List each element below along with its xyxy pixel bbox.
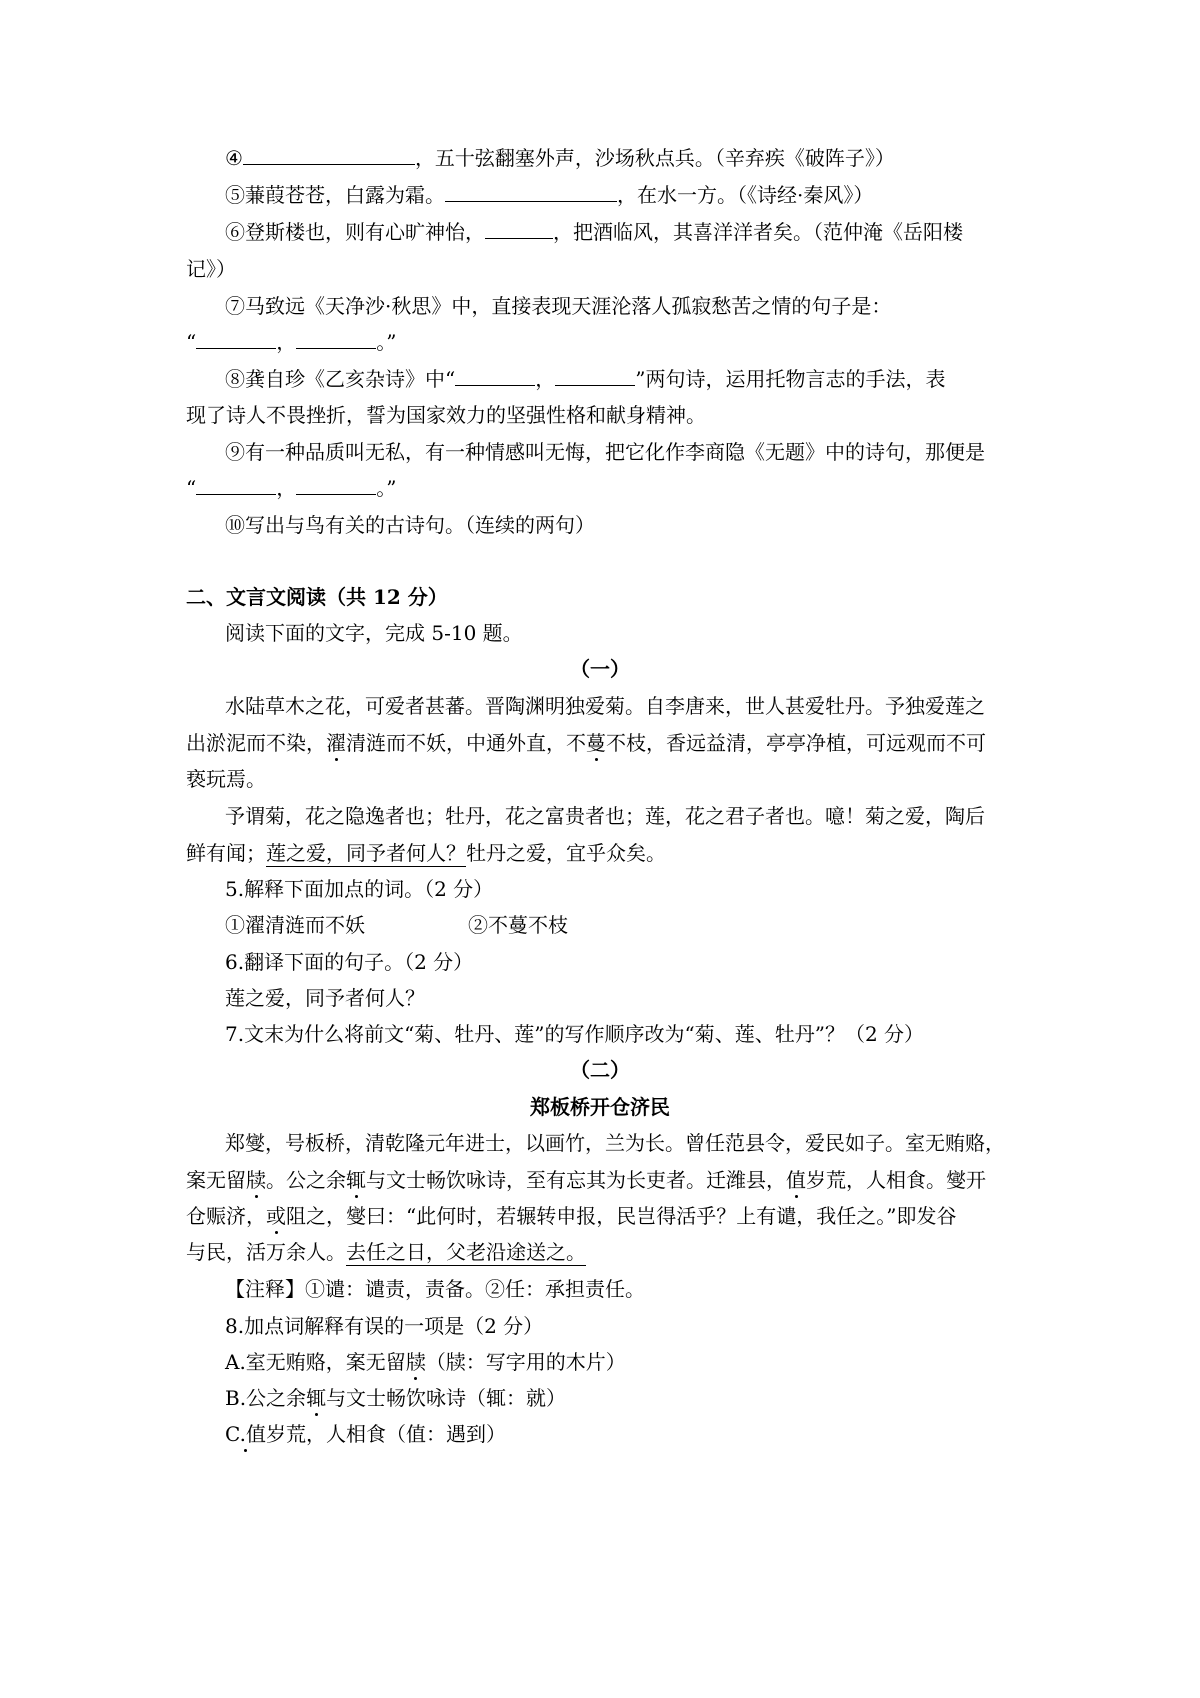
question-10-poem: ⑩写出与鸟有关的古诗句。（连续的两句） (225, 513, 595, 537)
emphasis-word: 蔓 (586, 731, 606, 755)
question-7: 7.文末为什么将前文“菊、牡丹、莲”的写作顺序改为“菊、莲、牡丹”？（2 分） (225, 1022, 925, 1046)
question-9-poem: ⑨有一种品质叫无私，有一种情感叫无悔，把它化作李商隐《无题》中的诗句，那便是 (225, 440, 985, 464)
answer-blank (296, 330, 376, 349)
question-6: 6.翻译下面的句子。（2 分） (225, 950, 474, 974)
part-label: （一） (570, 657, 630, 681)
answer-blank (196, 330, 276, 349)
question-4: ④ ，五十弦翻塞外声，沙场秋点兵。（辛弃疾《破阵子》） (225, 146, 895, 170)
answer-blank (555, 367, 635, 386)
section-heading: 二、文言文阅读（共 12 分） (186, 585, 448, 609)
passage-line: 水陆草木之花，可爱者甚蕃。晋陶渊明独爱菊。自李唐来，世人甚爱牡丹。予独爱莲之 (225, 694, 985, 718)
answer-blank (296, 476, 376, 495)
answer-blank (196, 476, 276, 495)
annotation-note: 【注释】①谴：谴责，责备。②任：承担责任。 (225, 1277, 645, 1301)
question-8-poem-cont: 现了诗人不畏挫折，誓为国家效力的坚强性格和献身精神。 (186, 403, 706, 427)
underlined-sentence: 去任之日，父老沿途送之。 (346, 1240, 586, 1264)
emphasis-word: 辄 (346, 1168, 366, 1192)
option-a: A.室无贿赂，案无留牍（牍：写字用的木片） (225, 1350, 626, 1374)
question-6-sentence: 莲之爱，同予者何人？ (225, 986, 425, 1010)
question-5: 5.解释下面加点的词。（2 分） (225, 877, 494, 901)
emphasis-word: 值 (786, 1168, 806, 1192)
question-5-item-b: ②不蔓不枝 (468, 913, 568, 937)
answer-blank (243, 146, 415, 165)
passage-line: 与民，活万余人。去任之日，父老沿途送之。 (186, 1240, 586, 1264)
question-5-poem: ⑤蒹葭苍苍，白露为霜。 ，在水一方。（《诗经·秦风》） (225, 183, 874, 207)
question-7-poem-blanks: “ ， 。” (186, 330, 397, 354)
question-6-poem: ⑥登斯楼也，则有心旷神怡， ，把酒临风，其喜洋洋者矣。（范仲淹《岳阳楼 (225, 220, 963, 244)
emphasis-word: 或 (266, 1204, 286, 1228)
question-8-poem: ⑧龚自珍《乙亥杂诗》中“ ， ”两句诗，运用托物言志的手法，表 (225, 367, 946, 391)
question-5-item-a: ①濯清涟而不妖 (225, 913, 365, 937)
emphasis-word: 牍 (246, 1168, 266, 1192)
question-7-poem: ⑦马致远《天净沙·秋思》中，直接表现天涯沦落人孤寂愁苦之情的句子是： (225, 294, 892, 318)
passage-line: 鲜有闻；莲之爱，同予者何人？牡丹之爱，宜乎众矣。 (186, 841, 666, 865)
question-9-poem-blanks: “ ， 。” (186, 476, 397, 500)
passage-line: 仓赈济，或阻之，燮曰：“此何时，若辗转申报，民岂得活乎？上有谴，我任之。”即发谷 (186, 1204, 957, 1228)
passage-line: 亵玩焉。 (186, 767, 266, 791)
question-6-poem-cont: 记》） (186, 257, 236, 281)
emphasis-word: 牍 (405, 1350, 426, 1374)
passage-line: 郑燮，号板桥，清乾隆元年进士，以画竹，兰为长。曾任范县令，爱民如子。室无贿赂， (225, 1131, 1005, 1155)
emphasis-word: 辄 (306, 1386, 327, 1410)
emphasis-word: C.值 (225, 1422, 266, 1446)
passage-line: 出淤泥而不染，濯清涟而不妖，中通外直，不蔓不枝，香远益清，亭亭净植，可远观而不可 (186, 731, 986, 755)
passage-line: 予谓菊，花之隐逸者也；牡丹，花之富贵者也；莲，花之君子者也。噫！菊之爱，陶后 (225, 804, 985, 828)
option-b: B.公之余辄与文士畅饮咏诗（辄：就） (225, 1386, 567, 1410)
emphasis-word: 濯 (326, 731, 346, 755)
passage-title: 郑板桥开仓济民 (530, 1095, 670, 1119)
part-label: （二） (570, 1058, 630, 1082)
passage-line: 案无留牍。公之余辄与文士畅饮咏诗，至有忘其为长吏者。迁潍县，值岁荒，人相食。燮开 (186, 1168, 986, 1192)
answer-blank (485, 220, 553, 239)
answer-blank (455, 367, 535, 386)
section-intro: 阅读下面的文字，完成 5-10 题。 (225, 621, 523, 645)
answer-blank (445, 183, 617, 202)
underlined-sentence: 莲之爱，同予者何人？ (266, 841, 466, 865)
option-c: C.值岁荒，人相食（值：遇到） (225, 1422, 506, 1446)
question-8: 8.加点词解释有误的一项是（2 分） (225, 1314, 544, 1338)
